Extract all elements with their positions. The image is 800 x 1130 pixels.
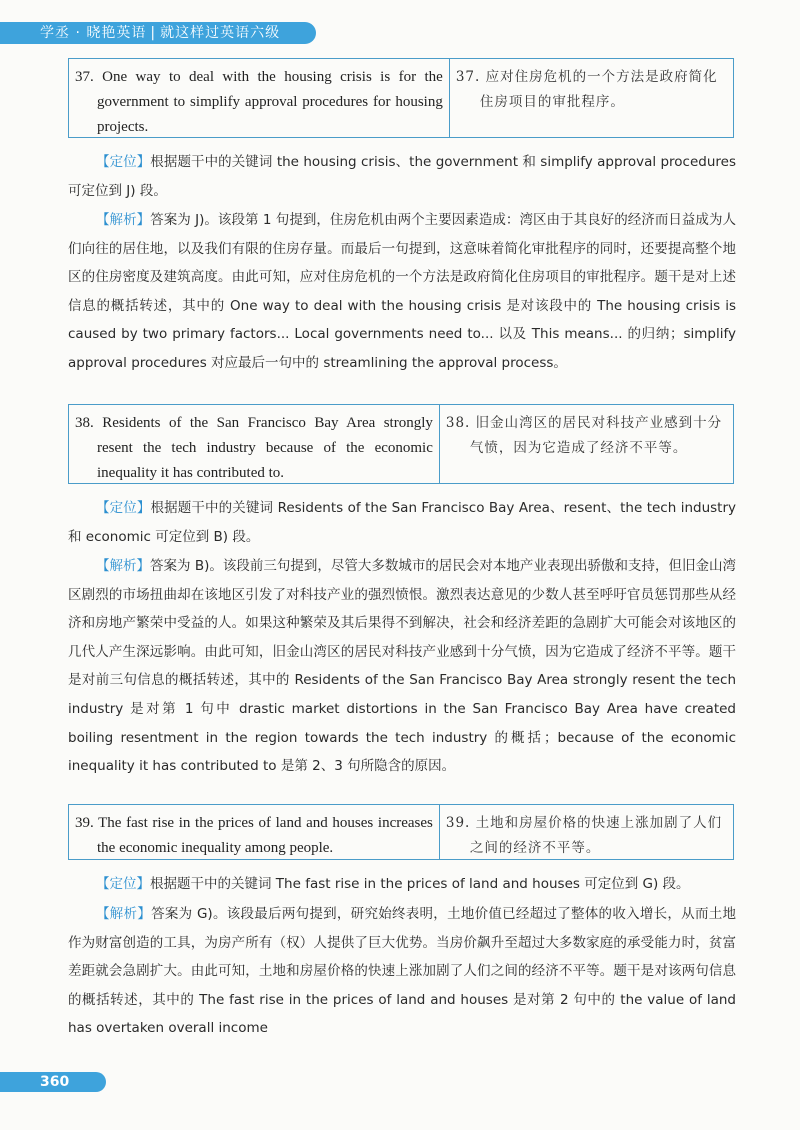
question-en: 37. One way to deal with the housing crisis is for the government to simplify approval procedures for housing projects. (69, 59, 450, 137)
question-en: 38. Residents of the San Francisco Bay Area strongly resent the tech industry because of the economic inequality it has contributed to. (69, 405, 440, 483)
page-number-tab (0, 1072, 106, 1092)
book-title: 就这样过英语六级 (160, 25, 281, 41)
locate-tag: 【定位】 (96, 154, 151, 170)
locate-text: 根据题干中的关键词 Residents of the San Francisco Bay Area、resent、the tech industry 和 economic 可定位到 B) 段。 (68, 500, 737, 545)
analysis-text: 答案为 G)。该段最后两句提到，研究始终表明，土地价值已经超过了整体的收入增长，从而土地作为财富创造的工具，为房产所有（权）人提供了巨大优势。当房价飙升至超过大多数家庭的承受能力时，贫富差距就会急剧扩大。由此可知，土地和房屋价格的快速上涨加剧了人们之间的经济不平等。题干是对该两句信息的概括转述，其中的 The fast rise in the prices of land and houses 是对第 2 句中的 the value of land has overtaken overall income (68, 906, 736, 1037)
series-title: 学丞 · 晓艳英语 (40, 25, 147, 41)
locate-paragraph-39 (68, 870, 736, 899)
question-box-37 (68, 58, 734, 138)
question-en: 39. The fast rise in the prices of land and houses increases the economic inequality among people. (69, 805, 440, 859)
question-zh: 37. 应对住房危机的一个方法是政府简化住房项目的审批程序。 (455, 69, 718, 110)
analysis-paragraph-39 (68, 900, 736, 1043)
locate-text: 根据题干中的关键词 the housing crisis、the government 和 simplify approval procedures 可定位到 J) 段。 (68, 154, 736, 199)
question-box-39 (68, 804, 734, 860)
analysis-paragraph-37 (68, 206, 736, 378)
analysis-tag: 【解析】 (96, 906, 152, 922)
locate-tag: 【定位】 (96, 876, 150, 892)
analysis-paragraph-38 (68, 552, 736, 781)
page-number: 360 (40, 1074, 70, 1090)
analysis-text: 答案为 J)。该段第 1 句提到，住房危机由两个主要因素造成：湾区由于其良好的经济而日益成为人们向往的居住地，以及我们有限的住房存量。而最后一句提到，这意味着简化审批程序的同时，还要提高整个地区的住房密度及建筑高度。由此可知，应对住房危机的一个方法是政府简化住房项目的审批程序。题干是对上述信息的概括转述，其中的 One way to deal with the housing crisis 是对该段中的 The housing crisis is caused by two primary factors... Local governments need to... 以及 This means... 的归纳；simplify approval procedures 对应最后一句中的 streamlining the approval process。 (68, 212, 736, 371)
locate-paragraph-38 (68, 494, 736, 551)
locate-tag: 【定位】 (96, 500, 151, 516)
locate-paragraph-37 (68, 148, 736, 205)
header-separator: | (150, 25, 157, 41)
analysis-text: 答案为 B)。该段前三句提到，尽管大多数城市的居民会对本地产业表现出骄傲和支持，但旧金山湾区剧烈的市场扭曲却在该地区引发了对科技产业的强烈愤恨。激烈表达意见的少数人甚至呼吁官员惩罚那些从经济和房地产繁荣中受益的人。如果这种繁荣及其后果得不到解决，社会和经济差距的急剧扩大可能会对该地区的几代人产生深远影响。由此可知，旧金山湾区的居民对科技产业感到十分气愤，因为它造成了经济不平等。题干是对前三句信息的概括转述，其中的 Residents of the San Francisco Bay Area strongly resent the tech industry 是对第 1 句中 drastic market distortions in the San Francisco Bay Area have created boiling resentment in the region towards the tech industry 的概括；because of the economic inequality it has contributed to 是第 2、3 句所隐含的原因。 (68, 558, 736, 775)
analysis-tag: 【解析】 (96, 558, 151, 574)
running-header (0, 22, 316, 44)
question-zh: 38. 旧金山湾区的居民对科技产业感到十分气愤，因为它造成了经济不平等。 (445, 415, 723, 456)
analysis-tag: 【解析】 (96, 212, 151, 228)
question-zh: 39. 土地和房屋价格的快速上涨加剧了人们之间的经济不平等。 (445, 815, 723, 856)
question-box-38 (68, 404, 734, 484)
locate-text: 根据题干中的关键词 The fast rise in the prices of land and houses 可定位到 G) 段。 (150, 876, 690, 892)
